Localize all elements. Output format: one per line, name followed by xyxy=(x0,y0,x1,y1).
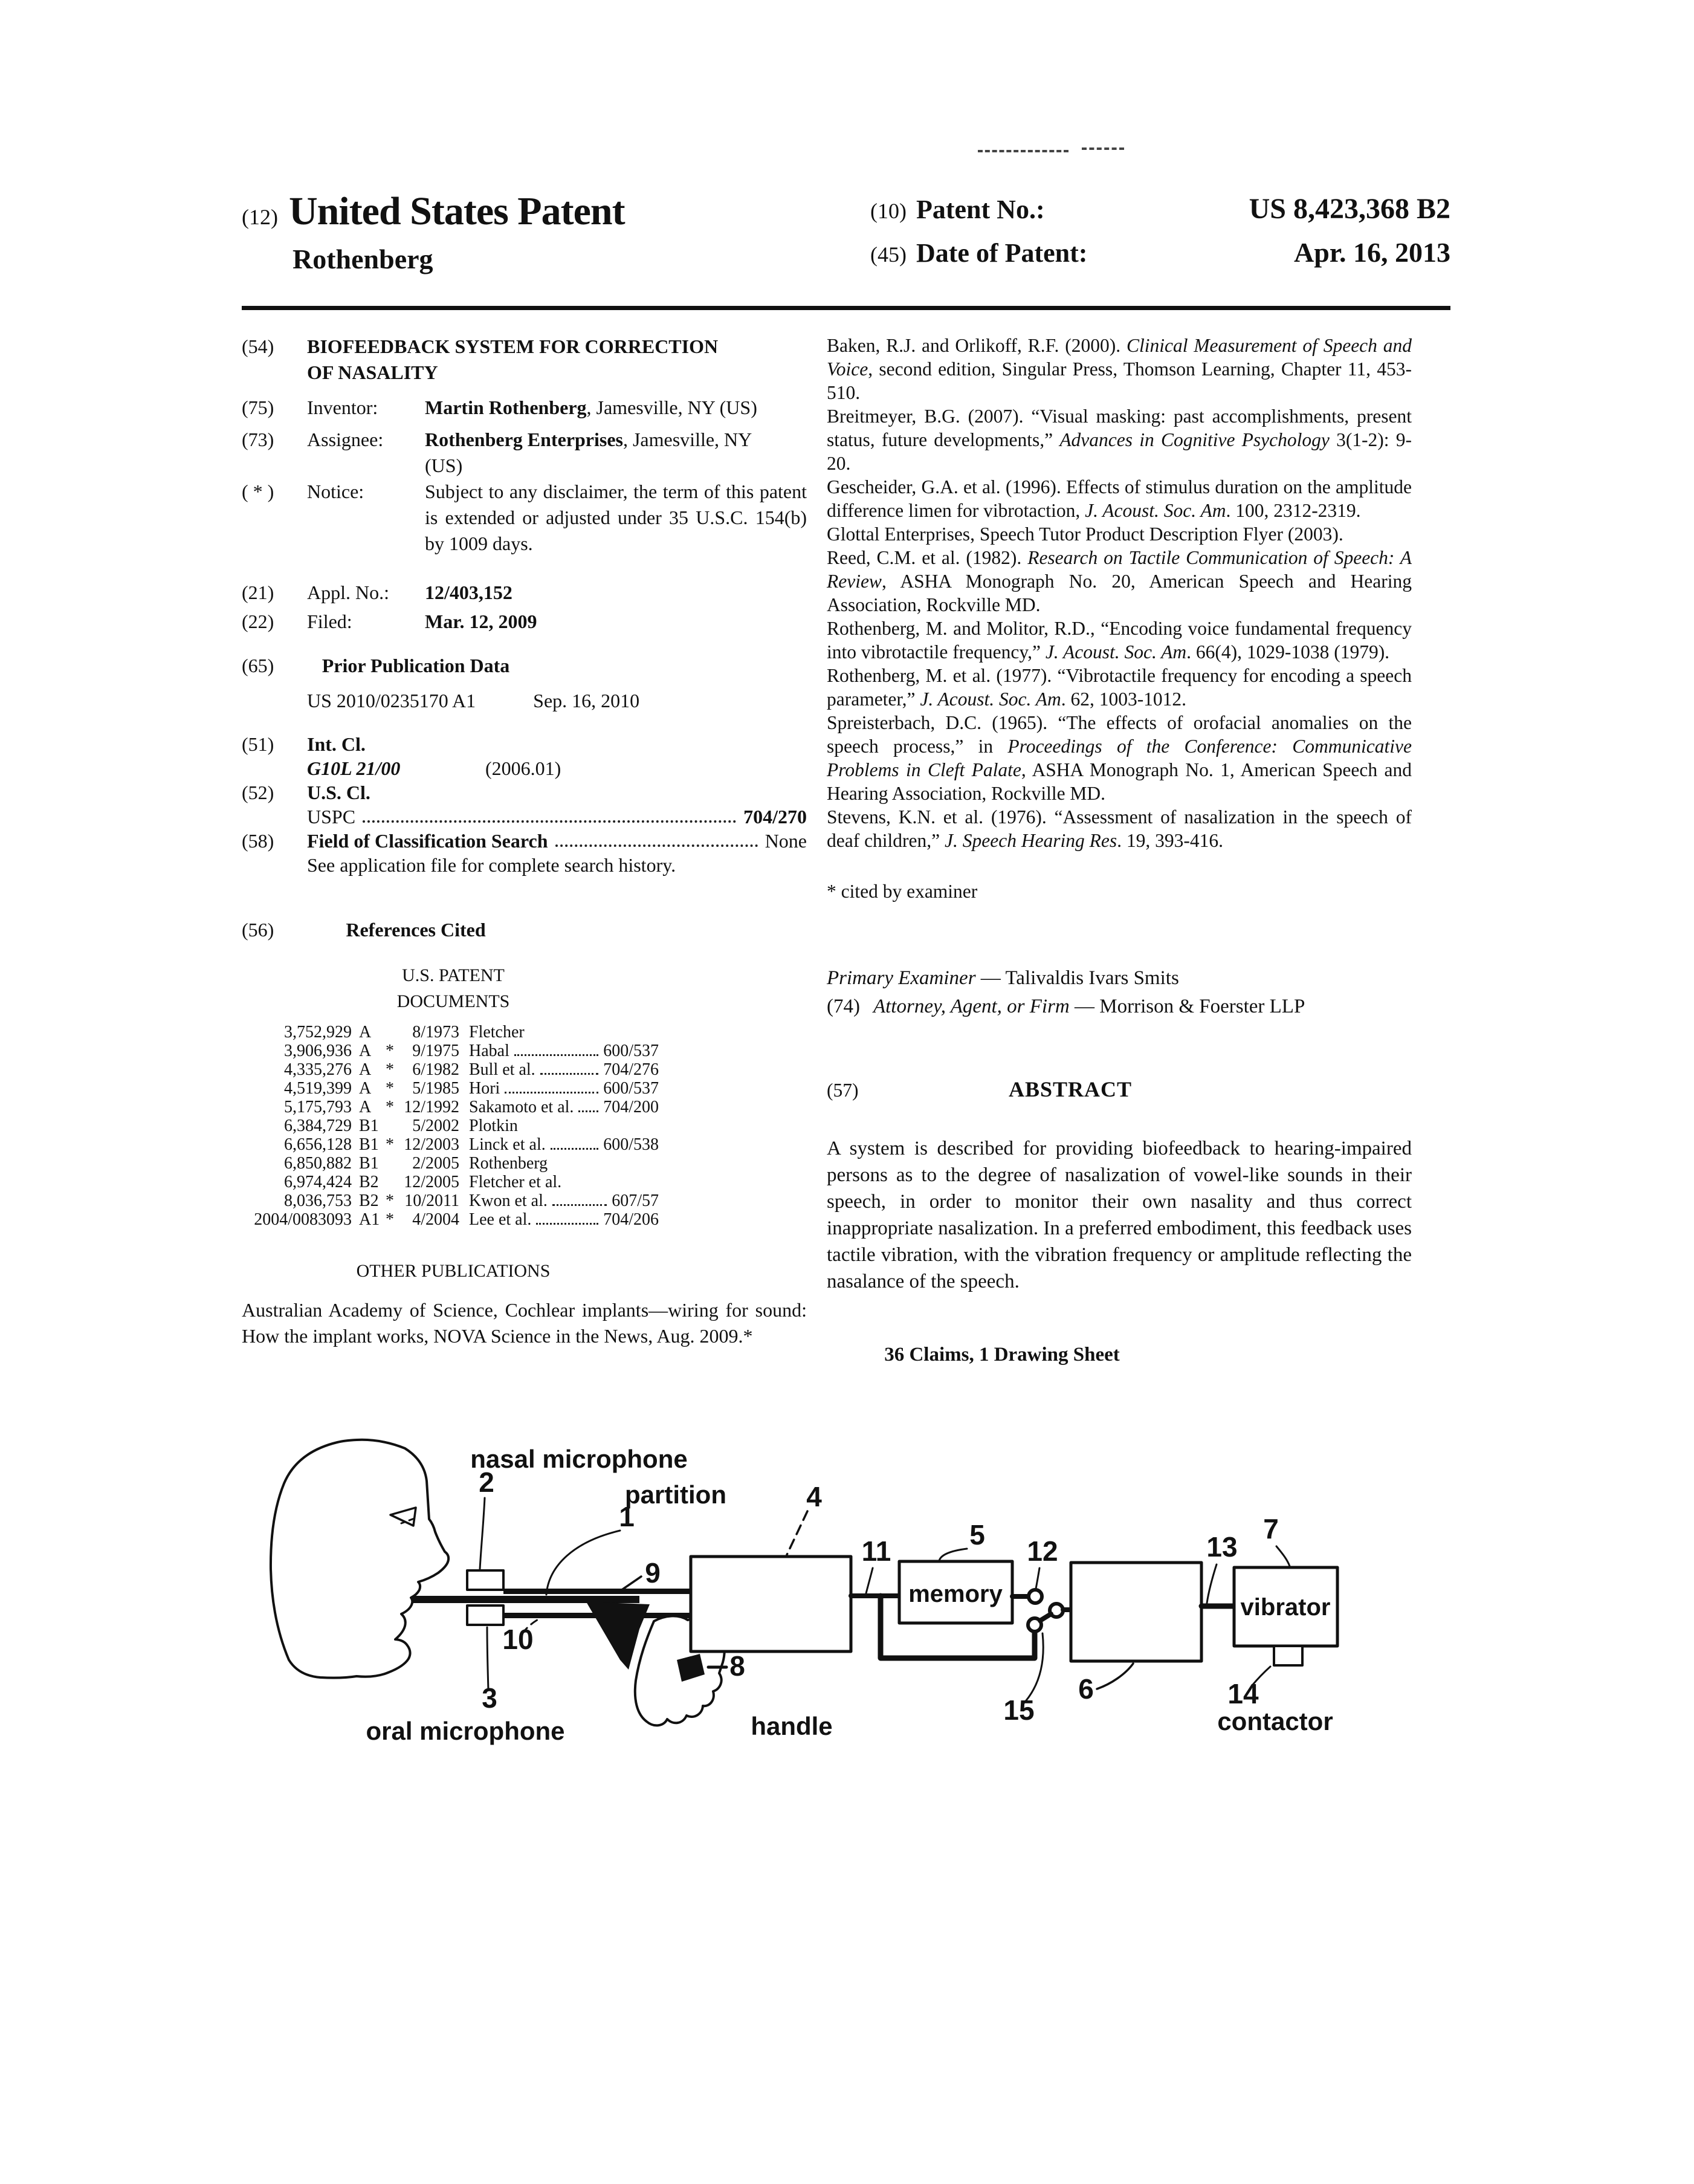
field-number: ( * ) xyxy=(242,481,274,502)
contactor-label: contactor xyxy=(1217,1707,1333,1735)
patent-number-cell: 3,752,929 xyxy=(284,1023,352,1042)
date-cell: 5/2002 xyxy=(412,1116,459,1135)
contactor-stub xyxy=(1274,1646,1302,1665)
uspc-line xyxy=(307,805,807,829)
leader-line-11 xyxy=(866,1568,873,1593)
field-number: (21) xyxy=(242,582,274,603)
leader-line-7 xyxy=(1276,1546,1290,1566)
leader-line-5 xyxy=(939,1549,967,1561)
patentee-cell: Lee et al. xyxy=(469,1210,532,1229)
examiner-star-cell: * xyxy=(386,1210,394,1229)
kind-code-cell: A1 xyxy=(359,1210,380,1229)
patentee-cell: Plotkin xyxy=(469,1116,518,1135)
search-heading: Field of Classification Search xyxy=(307,830,548,852)
filed-value: Mar. 12, 2009 xyxy=(425,611,537,632)
class-cell: 704/276 xyxy=(603,1060,659,1079)
patent-number-cell: 2004/0083093 xyxy=(254,1210,352,1229)
dot-leader xyxy=(363,820,736,823)
kind-code-number: (12) xyxy=(242,205,278,229)
date-cell: 12/2005 xyxy=(404,1173,459,1191)
us-cl-heading: U.S. Cl. xyxy=(307,782,370,803)
assignee-value xyxy=(425,427,772,479)
patentee-cell: Kwon et al. xyxy=(469,1191,548,1210)
dot-leader xyxy=(555,844,758,847)
reference-entry: Reed, C.M. et al. (1982). Research on Tactile Communication of Speech: A Review, ASHA Monograph No. 20, American Speech and Hearing Association, Rockville MD. xyxy=(827,547,1412,615)
field-number-45: (45) xyxy=(870,242,907,267)
patent-number-cell: 6,974,424 xyxy=(284,1173,352,1191)
class-cell: 704/200 xyxy=(603,1098,659,1116)
inventor-location: , Jamesville, NY (US) xyxy=(586,397,757,418)
partition-bar xyxy=(412,1596,639,1603)
invention-title-line2: OF NASALITY xyxy=(307,361,438,383)
publication-date: Sep. 16, 2010 xyxy=(533,690,640,711)
date-cell: 5/1985 xyxy=(412,1079,459,1098)
oral-microphone-box xyxy=(467,1606,503,1625)
ref-num-6: 6 xyxy=(1078,1673,1094,1705)
face-profile xyxy=(271,1440,448,1678)
nasal-microphone-box xyxy=(467,1570,503,1590)
dot-leader xyxy=(551,1148,598,1150)
other-publications-heading: OTHER PUBLICATIONS xyxy=(356,1261,551,1281)
reference-entry: Spreisterbach, D.C. (1965). “The effects of orofacial anomalies on the speech process,” in Proceedings of the Conference: Communicative Problems in Cleft Palate, ASHA Monograph No. 1, American Speech and Hearing Association, Rockville MD. xyxy=(827,712,1412,804)
field-75-inventor xyxy=(242,395,807,421)
field-73-assignee xyxy=(242,427,807,479)
references-cited-heading: References Cited xyxy=(346,919,486,941)
field-65-prior-publication xyxy=(242,653,807,679)
appl-no-label: Appl. No.: xyxy=(307,582,389,603)
patent-number-cell: 5,175,793 xyxy=(284,1098,352,1116)
handle-label: handle xyxy=(751,1712,833,1740)
ref-num-1: 1 xyxy=(619,1501,635,1532)
reference-entry: Gescheider, G.A. et al. (1996). Effects of stimulus duration on the amplitude difference limen for vibrotaction, J. Acoust. Soc. Am. 100, 2312-2319. xyxy=(827,476,1412,521)
memory-label: memory xyxy=(908,1581,1003,1607)
patent-number: US 8,423,368 B2 xyxy=(1249,193,1450,225)
table-row xyxy=(250,1116,659,1135)
ref-num-5: 5 xyxy=(969,1519,985,1551)
field-number: (22) xyxy=(242,611,274,632)
kind-code-cell: A xyxy=(359,1079,372,1098)
upper-tube xyxy=(503,1589,692,1594)
table-row xyxy=(250,1154,659,1173)
primary-examiner-line: Primary Examiner — Talivaldis Ivars Smits xyxy=(827,967,1179,989)
search-note: See application file for complete search history. xyxy=(307,854,676,876)
left-column xyxy=(242,334,807,1349)
date-cell: 10/2011 xyxy=(404,1191,459,1210)
leader-line-6 xyxy=(1097,1664,1133,1689)
class-code: G10L 21/00 xyxy=(307,757,401,779)
field-number: (75) xyxy=(242,397,274,418)
table-row xyxy=(250,1060,659,1079)
appl-no-value: 12/403,152 xyxy=(425,582,512,603)
ref-num-12: 12 xyxy=(1027,1535,1058,1567)
field-57-abstract xyxy=(827,1078,1412,1102)
class-cell: 600/538 xyxy=(603,1135,659,1154)
int-cl-class xyxy=(307,756,807,780)
inventor-surname: Rothenberg xyxy=(293,244,433,274)
dot-leader xyxy=(505,1092,598,1094)
reference-entry: Breitmeyer, B.G. (2007). “Visual masking: past accomplishments, present status, future developments,” Advances in Cognitive Psychology 3(1-2): 9-20. xyxy=(827,406,1412,474)
field-52-us-cl xyxy=(242,780,807,805)
patentee-cell: Linck et al. xyxy=(469,1135,546,1154)
search-value: None xyxy=(765,830,807,852)
ref-num-13: 13 xyxy=(1206,1531,1238,1563)
reference-entry: Rothenberg, M. et al. (1977). “Vibrotactile frequency for encoding a speech parameter,” J. Acoust. Soc. Am. 62, 1003-1012. xyxy=(827,665,1412,710)
header-divider xyxy=(242,306,1450,310)
kind-code-cell: B1 xyxy=(359,1135,379,1154)
leader-line-1 xyxy=(546,1531,620,1595)
nasal-microphone-label: nasal microphone xyxy=(470,1445,688,1473)
header xyxy=(242,189,1450,275)
computation-box xyxy=(691,1557,851,1651)
leader-line-2 xyxy=(480,1498,485,1569)
leader-line-12 xyxy=(1036,1568,1039,1589)
attorney-line xyxy=(827,995,1412,1019)
examiner-star-cell: * xyxy=(386,1042,394,1060)
kind-code-cell: B1 xyxy=(359,1154,379,1173)
assignee-name: Rothenberg Enterprises xyxy=(425,429,623,450)
inventor-name: Martin Rothenberg xyxy=(425,397,587,418)
kind-code-cell: A xyxy=(359,1042,372,1060)
partition-label: partition xyxy=(625,1480,726,1509)
class-cell: 600/537 xyxy=(603,1042,659,1060)
table-row xyxy=(250,1023,659,1042)
field-number: (74) xyxy=(827,996,860,1017)
vibration-signal-generator-box xyxy=(1071,1563,1201,1661)
reference-entry: Glottal Enterprises, Speech Tutor Product Description Flyer (2003). xyxy=(827,523,1343,545)
notice-text: Subject to any disclaimer, the term of this patent is extended or adjusted under 35 U.S.C. 154(b) by 1009 days. xyxy=(425,481,807,554)
field-number: (56) xyxy=(242,919,274,941)
ref-num-7: 7 xyxy=(1263,1513,1279,1544)
abstract-heading: ABSTRACT xyxy=(1008,1077,1133,1101)
uspc-value: 704/270 xyxy=(743,806,807,828)
field-number: (65) xyxy=(242,655,274,676)
patent-number-cell: 8,036,753 xyxy=(284,1191,352,1210)
patent-number-cell: 6,656,128 xyxy=(284,1135,352,1154)
field-21-appl-no xyxy=(242,580,807,606)
ref-num-3: 3 xyxy=(482,1682,497,1714)
field-number: (57) xyxy=(827,1080,859,1101)
date-cell: 12/2003 xyxy=(404,1135,459,1154)
reference-entry: Stevens, K.N. et al. (1976). “Assessment of nasalization in the speech of deaf children,” J. Speech Hearing Res. 19, 393-416. xyxy=(827,806,1412,851)
header-left xyxy=(242,189,786,275)
examiner-star-cell: * xyxy=(386,1135,394,1154)
assignee-label: Assignee: xyxy=(307,429,384,450)
table-row xyxy=(250,1079,659,1098)
right-column xyxy=(827,334,1412,1367)
invention-title-line1: BIOFEEDBACK SYSTEM FOR CORRECTION xyxy=(307,335,719,357)
class-cell: 704/206 xyxy=(603,1210,659,1229)
drawing-figure xyxy=(260,1421,1390,1807)
scan-artifact-dashes xyxy=(978,150,1068,152)
ref-num-8: 8 xyxy=(729,1650,745,1682)
us-patent-documents-heading: U.S. PATENT DOCUMENTS xyxy=(396,965,510,1011)
ref-num-11: 11 xyxy=(861,1535,891,1567)
field-51-int-cl xyxy=(242,732,807,756)
references-list xyxy=(827,334,1412,852)
claims-line: 36 Claims, 1 Drawing Sheet xyxy=(884,1344,1120,1366)
switch-contact-12 xyxy=(1029,1590,1042,1603)
table-row xyxy=(250,1210,659,1229)
field-58-search xyxy=(242,829,807,853)
kind-code-cell: A xyxy=(359,1023,372,1042)
table-row xyxy=(250,1098,659,1116)
patentee-cell: Bull et al. xyxy=(469,1060,535,1079)
kind-code-cell: B1 xyxy=(359,1116,379,1135)
patent-number-cell: 3,906,936 xyxy=(284,1042,352,1060)
abstract-text: A system is described for providing biofeedback to hearing-impaired persons as to the degree of nasalization of vowel-like sounds in their speech, in order to monitor their own nasality and thus correct inappropriate nasalization. In a preferred embodiment, this feedback uses tactile vibration, with the vibration frequency or amplitude reflecting the nasalance of the speech. xyxy=(827,1138,1412,1292)
date-cell: 12/1992 xyxy=(404,1098,459,1116)
field-54-title xyxy=(242,334,807,386)
class-cell: 600/537 xyxy=(603,1079,659,1098)
date-cell: 4/2004 xyxy=(412,1210,459,1229)
field-22-filed xyxy=(242,609,807,635)
field-notice xyxy=(242,479,807,557)
inventor-label: Inventor: xyxy=(307,397,378,418)
field-56-references xyxy=(242,917,807,943)
header-right xyxy=(870,189,1450,275)
leader-line-4 xyxy=(787,1511,807,1555)
leader-line-14 xyxy=(1252,1667,1270,1685)
filed-label: Filed: xyxy=(307,611,352,632)
table-row xyxy=(250,1135,659,1154)
field-number: (58) xyxy=(242,830,274,852)
attorney-text: Attorney, Agent, or Firm — Morrison & Foerster LLP xyxy=(873,996,1305,1017)
examiner-star-cell: * xyxy=(386,1098,394,1116)
reference-entry: Baken, R.J. and Orlikoff, R.F. (2000). Clinical Measurement of Speech and Voice, second edition, Singular Press, Thomson Learning, Chapter 11, 453-510. xyxy=(827,335,1412,403)
date-of-patent: Apr. 16, 2013 xyxy=(1294,237,1450,268)
field-number: (54) xyxy=(242,335,274,357)
leader-line-13 xyxy=(1207,1564,1217,1603)
patentee-cell: Habal xyxy=(469,1042,509,1060)
date-cell: 8/1973 xyxy=(412,1023,459,1042)
patent-number-cell: 6,384,729 xyxy=(284,1116,352,1135)
oral-microphone-label: oral microphone xyxy=(366,1717,565,1745)
leader-line-3 xyxy=(487,1627,488,1690)
reference-entry: Rothenberg, M. and Molitor, R.D., “Encoding voice fundamental frequency into vibrotactile frequency,” J. Acoust. Soc. Am. 66(4), 1029-1038 (1979). xyxy=(827,618,1412,663)
patentee-cell: Hori xyxy=(469,1079,500,1098)
table-row xyxy=(250,1042,659,1060)
dot-leader xyxy=(540,1073,599,1075)
patent-no-label: Patent No.: xyxy=(916,195,1045,224)
publication-number: US 2010/0235170 A1 xyxy=(307,690,476,711)
ref-num-2: 2 xyxy=(479,1466,494,1498)
other-publication-text: Australian Academy of Science, Cochlear implants—wiring for sound: How the implant works, NOVA Science in the News, Aug. 2009.* xyxy=(242,1299,807,1347)
int-cl-heading: Int. Cl. xyxy=(307,733,366,755)
patentee-cell: Rothenberg xyxy=(469,1154,548,1173)
kind-code-cell: B2 xyxy=(359,1191,379,1210)
assignee-location: , Jamesville, NY (US) xyxy=(425,429,752,476)
ref-num-15: 15 xyxy=(1003,1694,1035,1726)
patentee-cell: Sakamoto et al. xyxy=(469,1098,574,1116)
page-title: United States Patent xyxy=(288,189,625,233)
uspc-label: USPC xyxy=(307,806,356,828)
examiner-star-cell: * xyxy=(386,1079,394,1098)
ref-num-9: 9 xyxy=(645,1557,661,1589)
prior-publication-data xyxy=(307,688,807,714)
prior-publication-heading: Prior Publication Data xyxy=(322,655,510,676)
kind-code-cell: A xyxy=(359,1098,372,1116)
dot-leader xyxy=(578,1110,598,1112)
dot-leader xyxy=(552,1204,607,1206)
table-row xyxy=(250,1173,659,1191)
patentee-cell: Fletcher et al. xyxy=(469,1173,562,1191)
dot-leader xyxy=(536,1223,598,1225)
field-number: (52) xyxy=(242,782,274,803)
field-number-10: (10) xyxy=(870,199,907,223)
patent-number-cell: 6,850,882 xyxy=(284,1154,352,1173)
ref-num-4: 4 xyxy=(806,1481,822,1512)
table-row xyxy=(250,1191,659,1210)
notice-label: Notice: xyxy=(307,481,364,502)
examiner-star-cell: * xyxy=(386,1060,394,1079)
field-number: (73) xyxy=(242,429,274,450)
dot-leader xyxy=(514,1054,598,1056)
class-year: (2006.01) xyxy=(485,757,561,779)
cited-by-examiner-note: * cited by examiner xyxy=(827,881,978,902)
ref-num-14: 14 xyxy=(1227,1678,1259,1709)
switch-arm xyxy=(1040,1614,1051,1621)
date-cell: 2/2005 xyxy=(412,1154,459,1173)
date-cell: 6/1982 xyxy=(412,1060,459,1079)
inventor-value xyxy=(425,395,772,421)
kind-code-cell: B2 xyxy=(359,1173,379,1191)
patent-documents-table xyxy=(250,1023,659,1229)
vibrator-label: vibrator xyxy=(1240,1594,1331,1621)
field-number: (51) xyxy=(242,733,274,755)
scan-artifact-dashes xyxy=(1082,147,1124,150)
kind-code-cell: A xyxy=(359,1060,372,1079)
patent-number-cell: 4,335,276 xyxy=(284,1060,352,1079)
patentee-cell: Fletcher xyxy=(469,1023,525,1042)
ref-num-10: 10 xyxy=(502,1624,534,1655)
examiner-star-cell: * xyxy=(386,1191,394,1210)
patent-number-cell: 4,519,399 xyxy=(284,1079,352,1098)
date-of-patent-label: Date of Patent: xyxy=(916,238,1088,268)
class-cell: 607/57 xyxy=(612,1191,659,1210)
date-cell: 9/1975 xyxy=(412,1042,459,1060)
